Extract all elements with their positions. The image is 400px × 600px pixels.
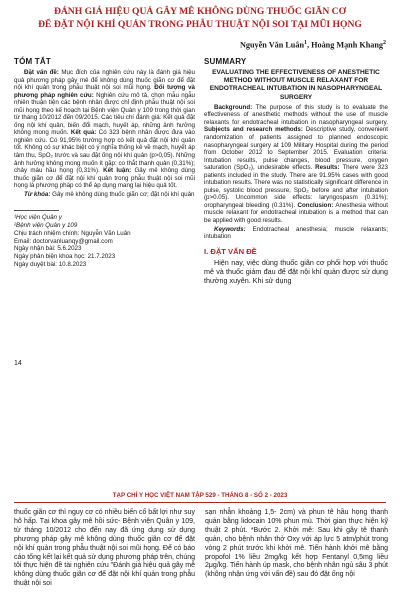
keywords-text: Endotracheal anesthesia; muscle relaxants; intubation <box>204 225 388 241</box>
conclusion-label: Conclusion: <box>295 201 334 209</box>
background-label: Background: <box>214 103 253 111</box>
subjects-text: Descriptive study, convenient randomization of patients assigned to planned endoscopic nasopharyngeal surgery at 109 Military Hospital during the period from October 2012 to September 2015. Evaluation criteria: Intubation results, pulse changes, blood pressure, oxygen saturation (SpO₂), undesirable effects. <box>204 126 388 172</box>
keywords-label: Từ khóa: <box>24 190 51 198</box>
keywords-label: Keywords: <box>214 225 246 233</box>
en-abstract-body <box>204 104 388 225</box>
contact-email: Email: doctorvanluanqy@gmail.com <box>14 237 113 245</box>
methods-text: Nghiên cứu mô tả, chọn mẫu ngẫu nhiên thuận tiện các bệnh nhân được chỉ định phẫu thuật nội soi mũi họng theo kế hoạch tại Bệnh viện Quân y 109 trong thời gian từ tháng 10/2012 đến 09/2015. Các tiêu chí đánh giá: Kết quả đặt ống nội khí quản, biến đổi mạch, huyết áp, những ảnh hưởng không mong muốn. <box>14 91 195 137</box>
en-abstract-heading: SUMMARY <box>204 57 247 66</box>
results-text: There were 323 patients included in the study. There are 91.95% cases with good intubation results. There was no statistically significant difference in pulse, systolic blood pressure, SpO₂ before and after intubation (p>0.05). Uncommon side effects: laryngospasm (0.31%); oropharyngeal bleeding (0.31%). <box>204 164 388 209</box>
footnote-divider <box>14 210 59 211</box>
vi-keywords <box>14 191 195 199</box>
author-separator: , <box>307 40 312 50</box>
intro-heading: I. ĐẶT VẤN ĐỀ <box>204 246 257 256</box>
author-list <box>240 40 386 50</box>
author-name: Hoàng Mạnh Khang <box>311 40 383 50</box>
en-article-title: EVALUATING THE EFFECTIVENESS OF ANESTHETIC METHOD WITHOUT MUSCLE RELAXANT FOR ENDOTRACHEAL INTUBATION IN NASOPHARYNGEAL SURGERY <box>209 69 383 101</box>
results-label: Kết quả: <box>68 129 97 137</box>
background-text: The purpose of this study is to evaluate the effectiveness of anesthetic methods without the use of muscle relaxants for endotracheal intubation in nasopharyngeal surgery. <box>204 103 388 126</box>
header-rule <box>14 502 386 503</box>
article-title-line-2: ĐỂ ĐẶT NỘI KHÍ QUẢN TRONG PHẪU THUẬT NỘI SOI TẠI MŨI HỌNG <box>38 19 362 30</box>
footnotes <box>14 214 195 269</box>
date-received: Ngày nhận bài: 5.6.2023 <box>14 245 82 253</box>
left-column <box>14 57 195 269</box>
methods-label: Đối tượng và phương pháp nghiên cứu: <box>14 84 196 99</box>
author-name: Nguyễn Văn Luân <box>240 40 305 50</box>
objective-label: Đặt vấn đề: <box>24 69 59 76</box>
conclusion-text: Gây mê không dùng thuốc giãn cơ để đặt nội khí quản trong phẫu thuật nội soi mũi họng là phương pháp có thể áp dụng mang lại hiệu quả tốt. <box>14 167 195 190</box>
journal-running-header: TẠP CHÍ Y HỌC VIỆT NAM TẬP 529 - THÁNG 8 - SỐ 2 - 2023 <box>112 492 288 499</box>
page-number: 14 <box>14 360 22 367</box>
article-title-line-1: ĐÁNH GIÁ HIỆU QUẢ GÂY MÊ KHÔNG DÙNG THUỐC GIÃN CƠ <box>53 6 347 17</box>
intro-text: Hiện nay, việc dùng thuốc giãn cơ phối hợp với thuốc mê và thuốc giảm đau để đặt nội khí quản được sử dụng thường xuyên. Khi sử dụng <box>204 257 388 285</box>
affiliation-marker: 2 <box>383 40 386 46</box>
page2-left-text: thuốc giãn cơ thì nguy cơ có nhiều biến cố bất lợi như suy hô hấp. Tại khoa gây mê hồi sức- Bệnh viện Quân y 109, từ tháng 10/2012 cho đến nay đã ứng dụng sử dụng phương pháp gây mê không dùng thuốc giãn cơ để đặt nội khí quản trong phẫu thuật nội soi mũi họng. Để có báo cáo tổng kết lại kết quả sử dụng phương pháp trên, chúng tôi thực hiện đề tài nghiên cứu "Đánh giá hiệu quả gây mê không dùng thuốc giãn cơ để đặt nội khí quản trong phẫu thuật nội soi <box>14 509 195 588</box>
vi-abstract-heading: TÓM TẮT <box>14 57 51 66</box>
affiliation-marker: 1 <box>304 40 308 46</box>
date-reviewed: Ngày phản biện khoa học: 21.7.2023 <box>14 253 116 261</box>
affiliation-2: ²Bệnh viện Quân y 109 <box>14 222 78 230</box>
date-approved: Ngày duyệt bài: 10.8.2023 <box>14 261 87 269</box>
affiliation-1: ¹Học viện Quân y <box>14 214 62 222</box>
conclusion-label: Kết luận: <box>99 167 132 175</box>
article-page-2 <box>0 480 400 600</box>
vi-abstract-body <box>14 69 195 190</box>
results-text: Có 323 bệnh nhân được đưa vào nghiên cứu. Có 91,95% trường hợp có kết quả đặt nội khí quản tốt. Không có sự khác biệt có ý nghĩa thống kê về mạch, huyết áp tâm thu, SpO₂ trước và sau đặt ống nội khí quản (p>0,05). Những ảnh hưởng không mong muốn ít gặp: co thắt thanh quản (0,31%); chảy máu hầu họng (0,31%). <box>14 129 195 175</box>
conclusion-text: Anesthesia without muscle relaxant for endotracheal intubation is a method that can be applied with good results. <box>204 201 388 225</box>
results-label: Results: <box>312 164 340 172</box>
page2-right-text: sạn nhẫn khoảng 1,5- 2cm) và phun tê hầu họng thanh quản bằng lidocain 10% phun mù. Thời gian thực hiện kỹ thuật 2 phút. *Bước 2. Khởi mê: Sau khi gây tê thanh quản, cho bệnh nhân thở Oxy với áp lực 5 atm/phút trong vòng 2 phút trước khi khởi mê. Tiến hành khởi mê bằng propofol 1% liều 2mg/kg kết hợp Fentanyl 0,5mg liều 2μg/kg. Tiến hành úp mask, cho bệnh nhân ngủ sâu 3 phút (không nhận ứng với vấn đề) sau đó đặt ống nội <box>205 509 388 579</box>
responsible-author: Chịu trách nhiệm chính: Nguyễn Văn Luân <box>14 229 131 237</box>
page-gap <box>0 372 400 480</box>
keywords-text: Gây mê không dùng thuốc giãn cơ; đặt nội khí quản <box>50 190 195 198</box>
objective-text: Mục đích của nghiên cứu này là đánh giá hiệu quả phương pháp gây mê để không dùng thuốc giãn cơ để đặt nội khí quản trong phẫu thuật nội soi mũi họng. <box>14 69 195 92</box>
en-keywords <box>204 226 388 241</box>
right-column <box>204 57 388 285</box>
subjects-label: Subjects and research methods: <box>204 126 303 134</box>
